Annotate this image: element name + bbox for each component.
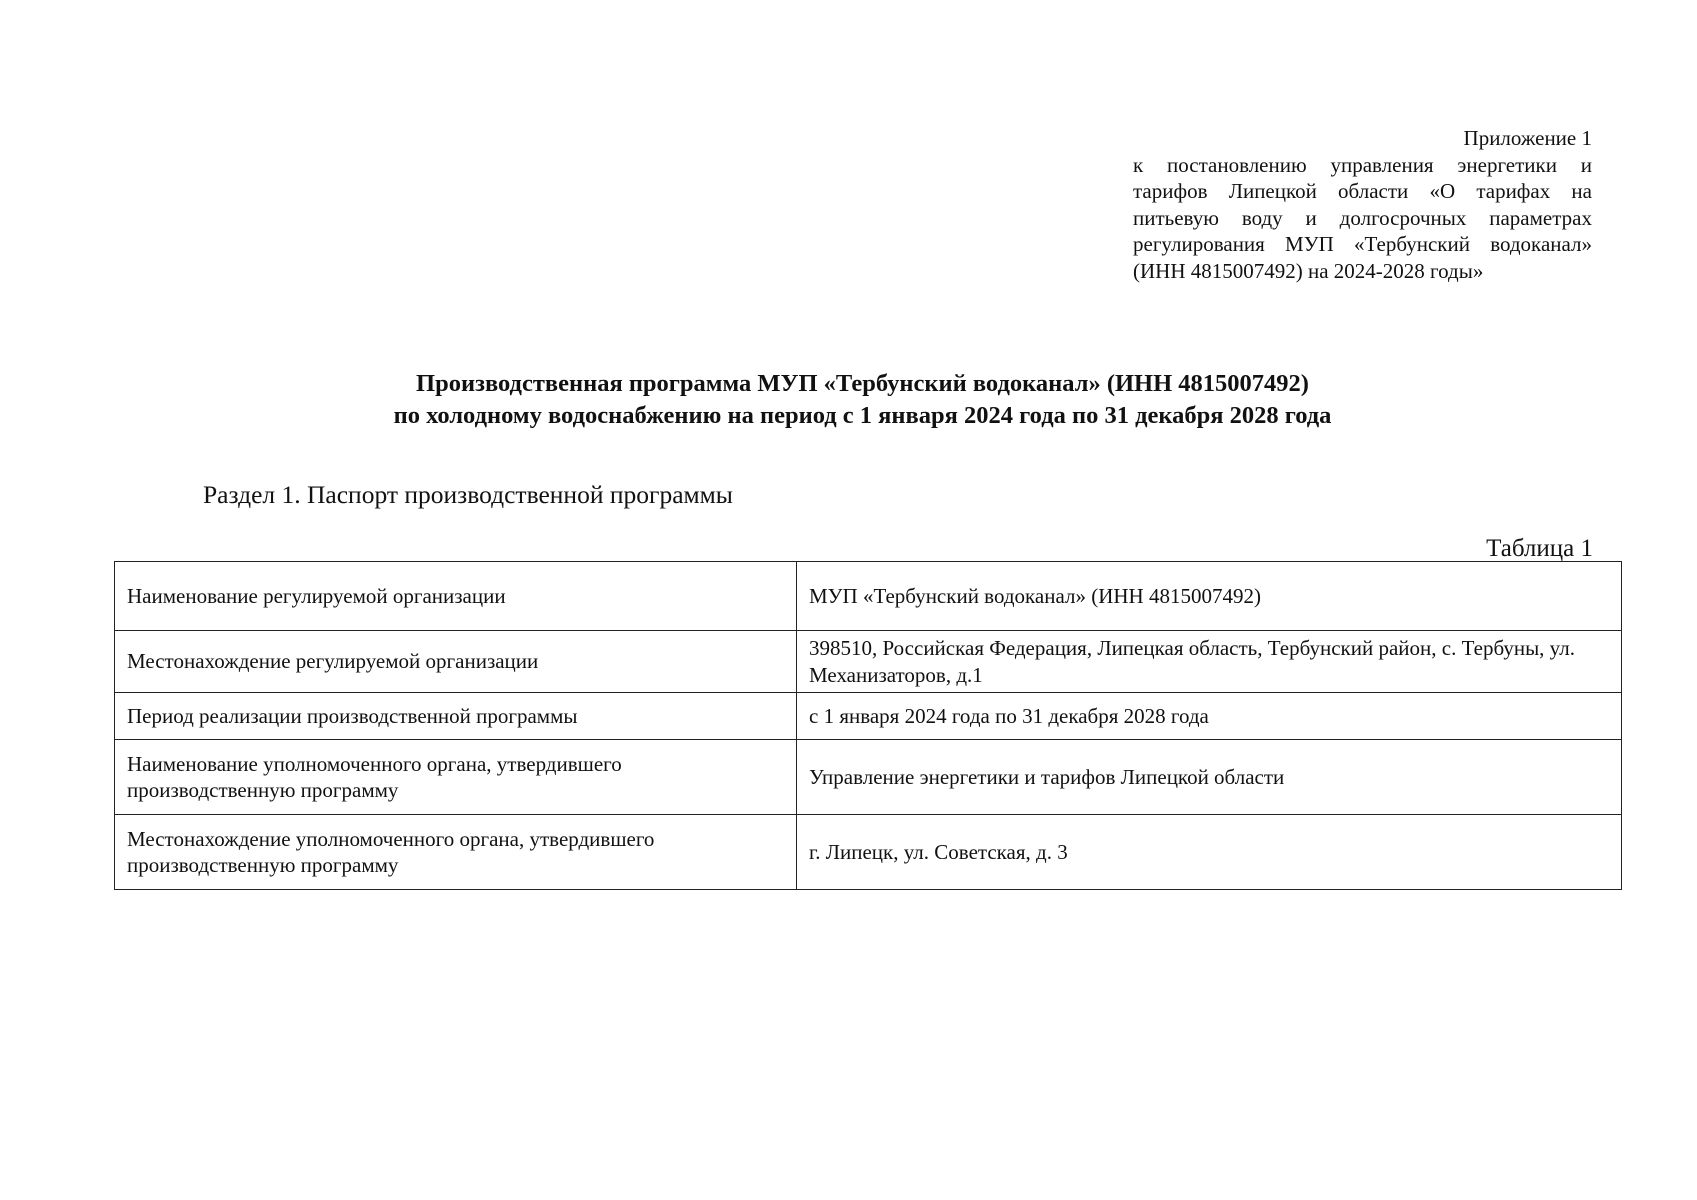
row-value: МУП «Тербунский водоканал» (ИНН 4815007492) bbox=[797, 562, 1622, 631]
table-row bbox=[115, 631, 1622, 693]
table-row bbox=[115, 693, 1622, 740]
section-heading: Раздел 1. Паспорт производственной программы bbox=[203, 480, 733, 509]
appendix-text: к постановлению управления энергетики и тарифов Липецкой области «О тарифах на питьевую воду и долгосрочных параметрах регулирования МУП «Тербунский водоканал» (ИНН 4815007492) на 2024-2028 годы» bbox=[1133, 152, 1592, 283]
row-label: Местонахождение уполномоченного органа, утвердившего производственную программу bbox=[115, 815, 797, 890]
table-row bbox=[115, 562, 1622, 631]
table-row bbox=[115, 740, 1622, 815]
table-row bbox=[115, 815, 1622, 890]
table-caption: Таблица 1 bbox=[1486, 535, 1593, 562]
appendix-title: Приложение 1 bbox=[1463, 126, 1592, 150]
row-value: 398510, Российская Федерация, Липецкая область, Тербунский район, с. Тербуны, ул. Механизаторов, д.1 bbox=[797, 631, 1622, 693]
row-value: Управление энергетики и тарифов Липецкой области bbox=[797, 740, 1622, 815]
row-label: Период реализации производственной программы bbox=[115, 693, 797, 740]
row-label: Местонахождение регулируемой организации bbox=[115, 631, 797, 693]
row-value: г. Липецк, ул. Советская, д. 3 bbox=[797, 815, 1622, 890]
row-value: с 1 января 2024 года по 31 декабря 2028 года bbox=[797, 693, 1622, 740]
row-label: Наименование уполномоченного органа, утвердившего производственную программу bbox=[115, 740, 797, 815]
document-title-line-1: Производственная программа МУП «Тербунский водоканал» (ИНН 4815007492) bbox=[416, 370, 1309, 397]
document-title-line-2: по холодному водоснабжению на период с 1 января 2024 года по 31 декабря 2028 года bbox=[393, 402, 1332, 429]
appendix-block bbox=[1133, 125, 1592, 284]
row-label: Наименование регулируемой организации bbox=[115, 562, 797, 631]
passport-table bbox=[114, 561, 1622, 890]
document-title bbox=[0, 368, 1697, 432]
